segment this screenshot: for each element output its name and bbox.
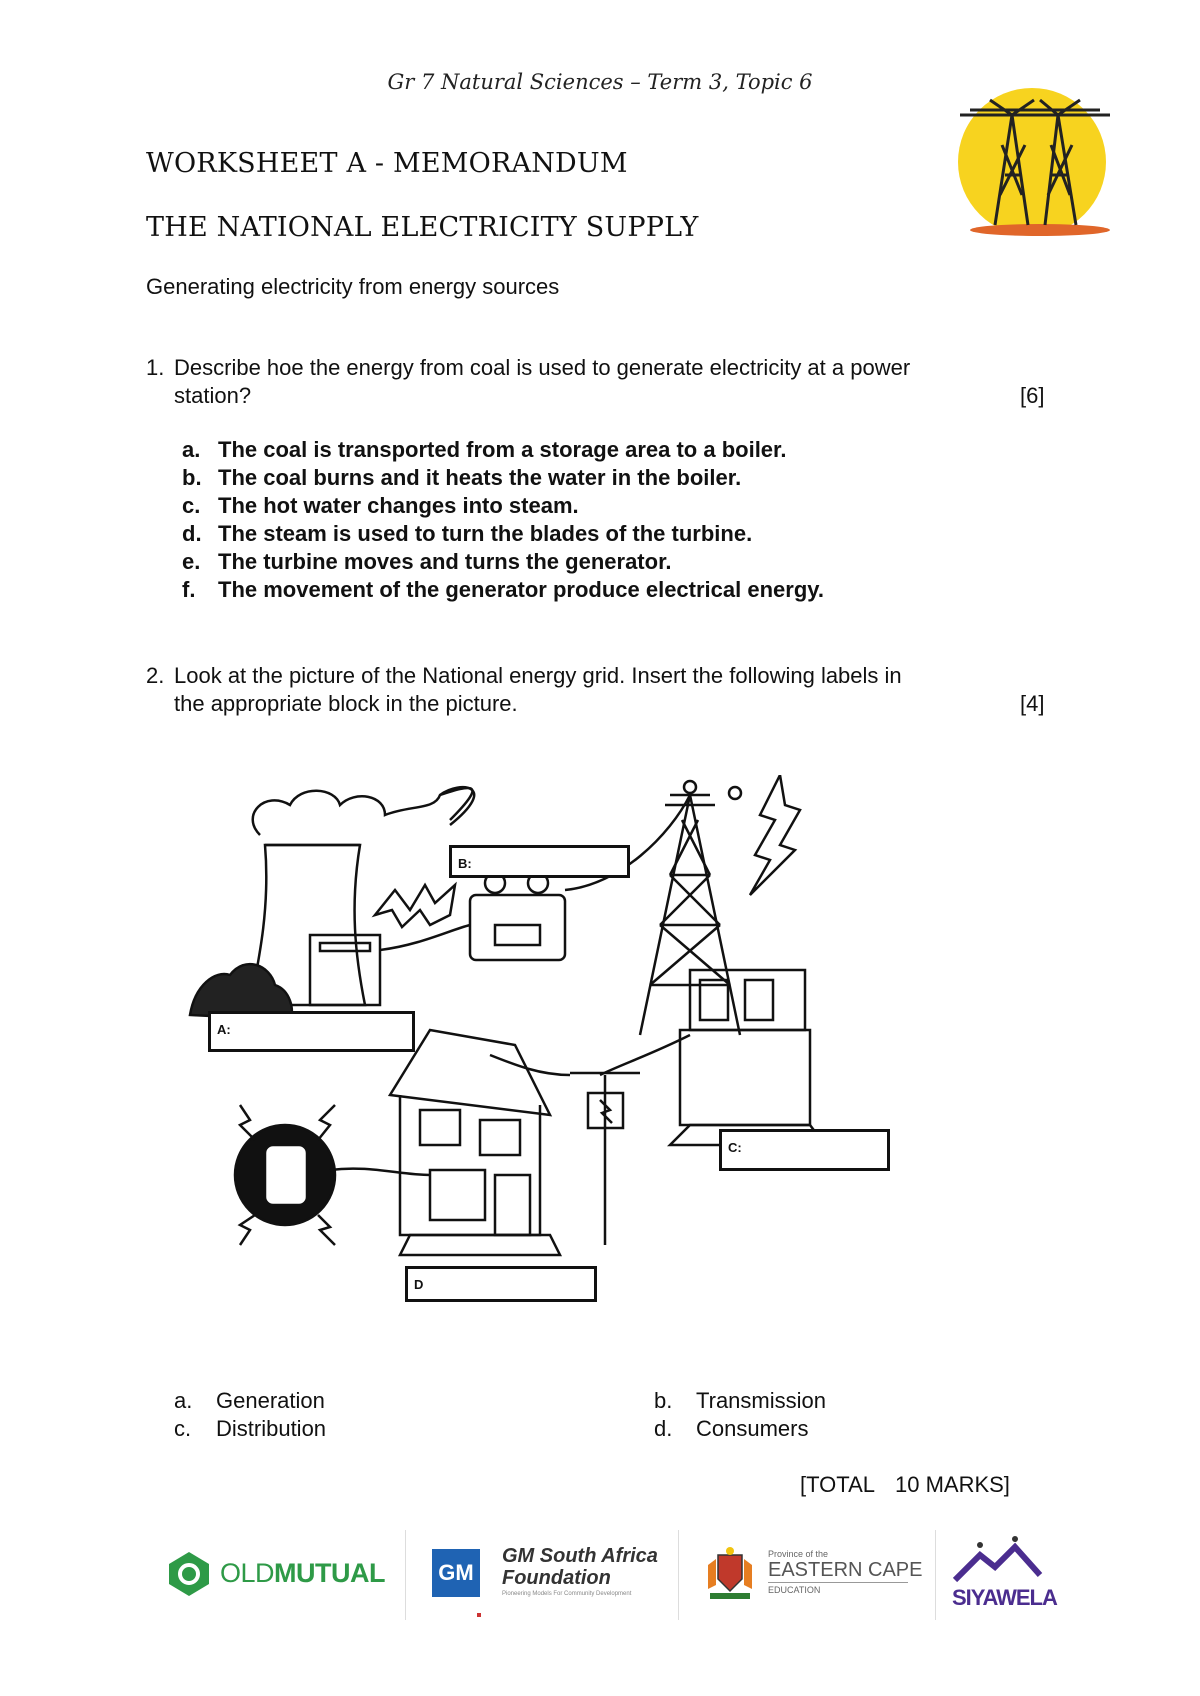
q1-marks: [6] <box>1020 383 1045 408</box>
option-b: b. Transmission <box>654 1388 826 1413</box>
gm-line2: Foundation <box>502 1567 611 1589</box>
q1-answer-d: d. The steam is used to turn the blades of the turbine. <box>182 521 753 546</box>
label-box-a[interactable] <box>208 1011 415 1052</box>
coat-of-arms-icon <box>700 1545 760 1603</box>
label-box-b[interactable] <box>449 845 630 878</box>
q2-marks: [4] <box>1020 691 1045 716</box>
q1-answer-b: b. The coal burns and it heats the water in the boiler. <box>182 465 742 490</box>
label-box-d[interactable] <box>405 1266 597 1302</box>
gm-line1: GM South Africa <box>502 1545 658 1567</box>
option-d: d. Consumers <box>654 1416 809 1441</box>
worksheet-title: WORKSHEET A - MEMORANDUM <box>146 148 628 179</box>
ec-education-text: EDUCATION <box>768 1585 821 1595</box>
ec-underline <box>768 1582 908 1583</box>
q1-text-line1: Describe hoe the energy from coal is used to generate electricity at a power <box>174 355 911 380</box>
pylon-sun-logo <box>950 85 1120 245</box>
label-box-c[interactable] <box>719 1129 890 1171</box>
label-box-b-text: B: <box>458 856 472 871</box>
q1-number: 1. <box>146 355 165 380</box>
eastern-cape-education-logo <box>700 1545 923 1605</box>
siyawela-mountain-icon <box>950 1535 1050 1585</box>
q2-text-line2: the appropriate block in the picture. <box>174 691 518 716</box>
total-marks: [TOTAL 10 MARKS] <box>800 1472 1010 1497</box>
footer-divider-3 <box>935 1530 936 1620</box>
siyawela-text: SIYAWELA <box>952 1585 1057 1610</box>
label-box-c-text: C: <box>728 1140 742 1155</box>
q2-text-line1: Look at the picture of the National energy grid. Insert the following labels in <box>174 663 902 688</box>
label-box-d-text: D <box>414 1277 424 1292</box>
q1-answer-e: e. The turbine moves and turns the generator. <box>182 549 672 574</box>
topic-title: THE NATIONAL ELECTRICITY SUPPLY <box>146 212 699 243</box>
ec-province-text: Province of the <box>768 1549 829 1559</box>
q1-answer-a: a. The coal is transported from a storage area to a boiler. <box>182 437 787 462</box>
q2-number: 2. <box>146 663 165 688</box>
oldmutual-logo <box>165 1550 385 1600</box>
q1-text-line2: station? <box>174 383 252 408</box>
gm-badge: GM <box>432 1549 480 1597</box>
option-a: a. Generation <box>174 1388 325 1413</box>
siyawela-logo <box>950 1535 1057 1615</box>
footer-divider-1 <box>405 1530 406 1620</box>
oldmutual-word-mutual: MUTUAL <box>274 1558 386 1588</box>
page-header: Gr 7 Natural Sciences – Term 3, Topic 6 <box>387 70 813 94</box>
q1-answer-c: c. The hot water changes into steam. <box>182 493 579 518</box>
gm-foundation-logo <box>432 1545 662 1615</box>
label-box-a-text: A: <box>217 1022 231 1037</box>
ec-name-text: EASTERN CAPE <box>768 1559 923 1581</box>
option-c: c. Distribution <box>174 1416 327 1441</box>
oldmutual-mark-icon <box>165 1550 213 1598</box>
oldmutual-word-old: OLD <box>220 1558 275 1588</box>
gm-red-dot <box>477 1613 481 1617</box>
gm-tagline: Pioneering Models For Community Development <box>502 1591 632 1597</box>
footer-divider-2 <box>678 1530 679 1620</box>
section-subtitle: Generating electricity from energy sources <box>146 274 560 299</box>
q1-answer-f: f. The movement of the generator produce electrical energy. <box>182 577 824 602</box>
